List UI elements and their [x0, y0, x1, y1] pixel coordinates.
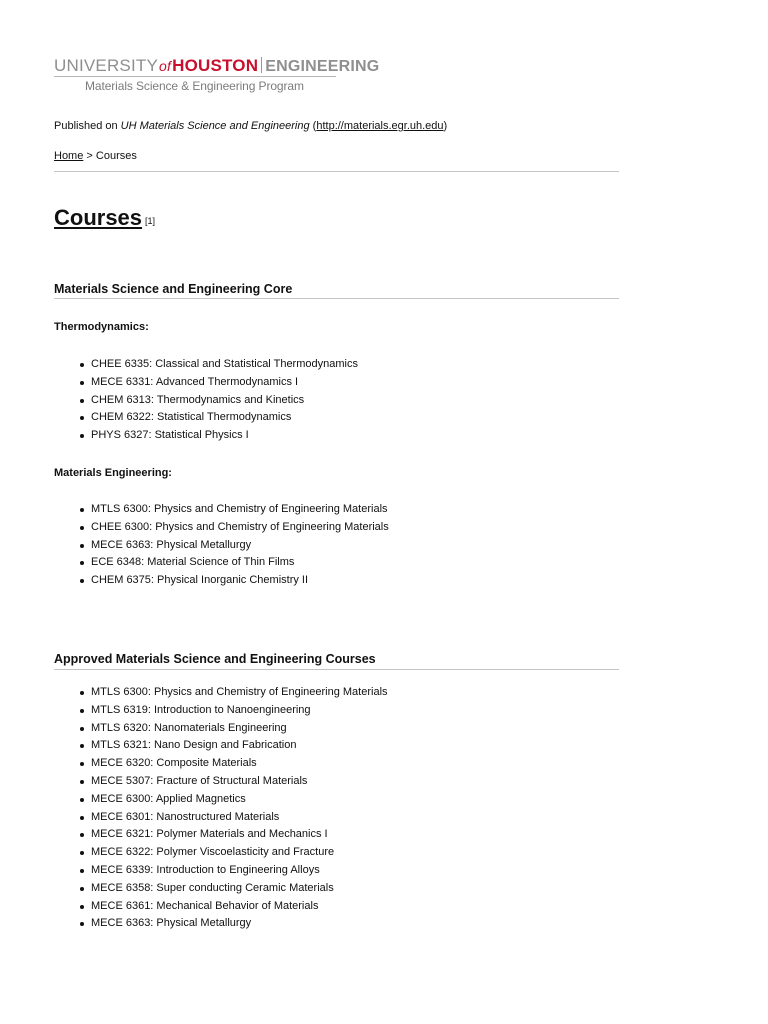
list-item: MECE 6301: Nanostructured Materials: [54, 809, 388, 827]
section-heading-core: Materials Science and Engineering Core: [54, 282, 293, 296]
page-title: [54, 205, 155, 231]
list-item: MECE 6358: Super conducting Ceramic Materials: [54, 880, 388, 898]
list-item: CHEM 6322: Statistical Thermodynamics: [54, 409, 358, 427]
university-logo[interactable]: [54, 56, 380, 96]
logo-university-text: UNIVERSITY: [54, 56, 159, 75]
subheading-thermodynamics: Thermodynamics:: [54, 321, 149, 333]
page-title-text[interactable]: Courses: [54, 205, 143, 230]
list-item: CHEE 6335: Classical and Statistical Thermodynamics: [54, 356, 358, 374]
list-item: MTLS 6300: Physics and Chemistry of Engineering Materials: [54, 684, 388, 702]
list-item: PHYS 6327: Statistical Physics I: [54, 427, 358, 445]
section-divider-core: [54, 298, 619, 299]
published-open-paren: (: [309, 120, 317, 132]
breadcrumb-home-link[interactable]: Home: [54, 150, 84, 162]
list-item: MTLS 6319: Introduction to Nanoengineering: [54, 702, 388, 720]
list-item: MTLS 6321: Nano Design and Fabrication: [54, 737, 388, 755]
list-item: CHEE 6300: Physics and Chemistry of Engineering Materials: [54, 519, 389, 537]
logo-engineering-text: ENGINEERING: [265, 58, 380, 75]
published-prefix: Published on: [54, 120, 121, 132]
list-item: MECE 6363: Physical Metallurgy: [54, 537, 389, 555]
list-item: MECE 6339: Introduction to Engineering Alloys: [54, 862, 388, 880]
logo-wordmark: [54, 56, 379, 77]
list-item: MTLS 6320: Nanomaterials Engineering: [54, 720, 388, 738]
list-item: CHEM 6375: Physical Inorganic Chemistry II: [54, 572, 389, 590]
list-item: CHEM 6313: Thermodynamics and Kinetics: [54, 392, 358, 410]
logo-of-text: of: [159, 58, 172, 74]
breadcrumb-divider: [54, 171, 619, 172]
list-item: MTLS 6300: Physics and Chemistry of Engineering Materials: [54, 501, 389, 519]
logo-rule: [54, 76, 336, 77]
list-item: MECE 6300: Applied Magnetics: [54, 791, 388, 809]
section-divider-approved: [54, 669, 619, 670]
list-item: MECE 6321: Polymer Materials and Mechanics I: [54, 826, 388, 844]
list-item: MECE 6363: Physical Metallurgy: [54, 915, 388, 933]
materials-engineering-course-list: [54, 501, 389, 590]
list-item: MECE 5307: Fracture of Structural Materials: [54, 773, 388, 791]
list-item: ECE 6348: Material Science of Thin Films: [54, 554, 389, 572]
breadcrumb-current: Courses: [95, 150, 137, 162]
list-item: MECE 6322: Polymer Viscoelasticity and Fracture: [54, 844, 388, 862]
subheading-materials-engineering: Materials Engineering:: [54, 467, 172, 479]
section-heading-approved: Approved Materials Science and Engineering Courses: [54, 652, 376, 666]
breadcrumb-separator: >: [83, 150, 96, 162]
published-site-name: UH Materials Science and Engineering: [120, 120, 310, 132]
list-item: MECE 6331: Advanced Thermodynamics I: [54, 374, 358, 392]
logo-houston-text: HOUSTON: [172, 56, 259, 75]
page-title-reference: [1]: [145, 216, 156, 226]
thermodynamics-course-list: [54, 356, 358, 445]
list-item: MECE 6320: Composite Materials: [54, 755, 388, 773]
list-item: MECE 6361: Mechanical Behavior of Materials: [54, 898, 388, 916]
published-url-link[interactable]: http://materials.egr.uh.edu: [316, 120, 444, 132]
breadcrumb: [54, 150, 137, 162]
logo-divider: [261, 57, 262, 73]
approved-course-list: [54, 684, 388, 933]
published-close-paren: ): [443, 120, 448, 132]
logo-program-name: Materials Science & Engineering Program: [85, 79, 304, 93]
published-on-line: [54, 120, 447, 132]
